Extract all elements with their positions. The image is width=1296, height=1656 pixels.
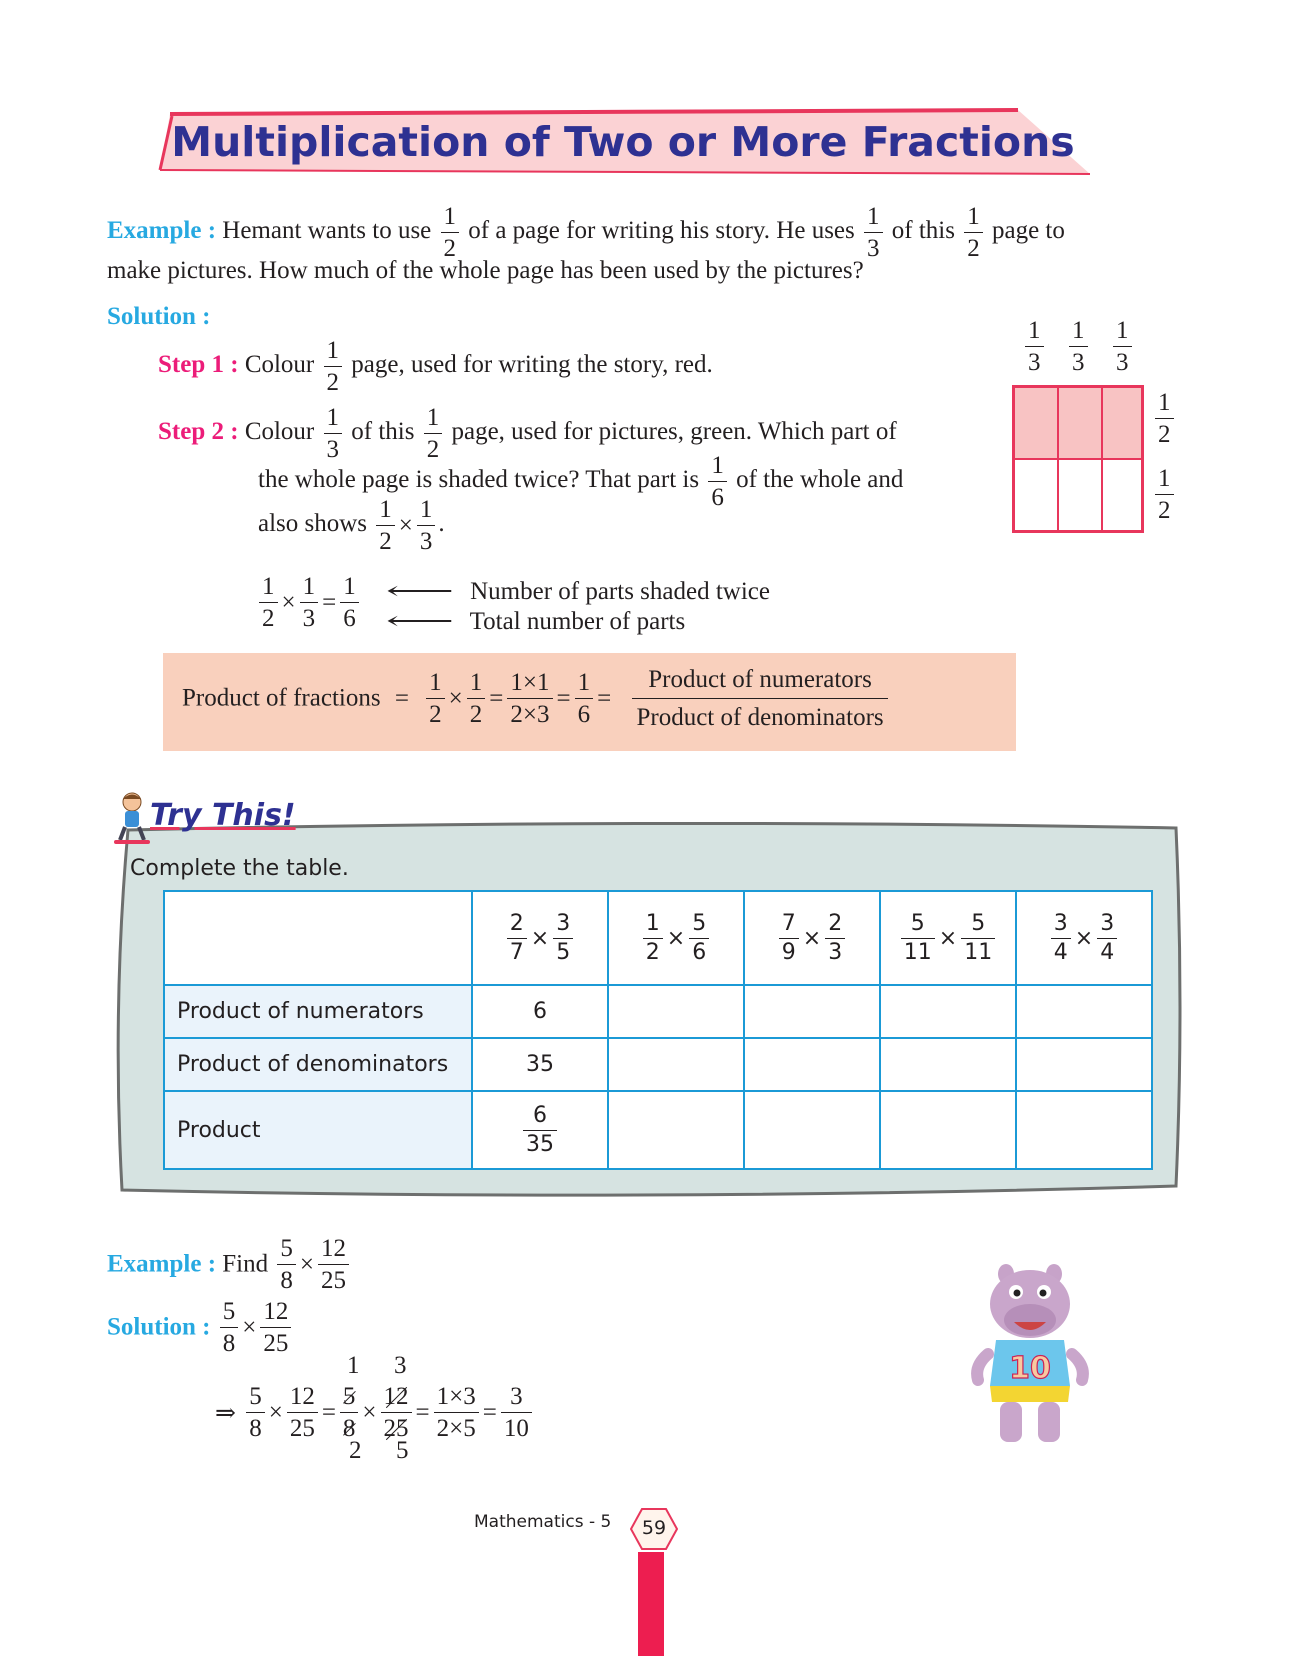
- blank-cell[interactable]: [880, 985, 1016, 1038]
- product-rule: Product of fractions = $\frac{1}{2}$ × $\frac{1}{2}$ = $\frac{1\times 1}{2\times 3}$ = $\frac{1}{6}$ = $\frac{\text{Product of numerators}}{\text{Product of denominators}}$: [182, 667, 891, 730]
- try-this-title: Try This!: [150, 798, 296, 833]
- fraction: $\frac{1}{3}$: [417, 497, 436, 554]
- example1-text: page to: [991, 217, 1065, 245]
- table-cell: $\frac{6}{35}$: [472, 1091, 608, 1169]
- mascot-number: 10: [1009, 1351, 1051, 1386]
- hippo-mascot-icon: [970, 1262, 1090, 1450]
- cancel-bottom-5: 5: [396, 1437, 409, 1464]
- fraction: $\frac{1}{2}$: [424, 405, 443, 462]
- column-header: $\frac{1}{2}$ × $\frac{5}{6}$: [608, 891, 744, 985]
- fraction-diagram: [1012, 385, 1144, 533]
- column-header: $\frac{2}{7}$ × $\frac{3}{5}$: [472, 891, 608, 985]
- product-rule-label: Product of fractions: [182, 684, 381, 712]
- example2: Example : Find $\frac{5}{8}$ × $\frac{12}{25}$: [107, 1236, 352, 1293]
- empty-cell: [1014, 459, 1058, 531]
- row-label-2: $\frac{1}{2}$: [1152, 466, 1177, 523]
- blank-cell[interactable]: [1016, 1038, 1152, 1091]
- col-label-3: $\frac{1}{3}$: [1110, 318, 1135, 375]
- fraction: $\frac{1}{2}$: [324, 338, 343, 395]
- cancel-top-1: 1: [347, 1352, 360, 1379]
- example1-line1: [107, 204, 1287, 261]
- row-label: Product of denominators: [164, 1038, 472, 1091]
- blank-cell[interactable]: [880, 1038, 1016, 1091]
- blank-cell[interactable]: [880, 1091, 1016, 1169]
- blank-cell[interactable]: [744, 985, 880, 1038]
- fraction: $\frac{1}{2}$: [964, 204, 983, 261]
- step1: [158, 338, 713, 395]
- fraction: $\frac{1}{6}$: [708, 453, 727, 510]
- product-table: [163, 890, 1153, 1170]
- try-this-instruction: Complete the table.: [130, 856, 349, 881]
- fraction: $\frac{1}{2}$: [376, 497, 395, 554]
- left-arrow-icon: ⟵: [385, 578, 454, 605]
- note-denominator: ⟵ Total number of parts: [385, 608, 686, 635]
- step2-line3: also shows $\frac{1}{2}$ × $\frac{1}{3}$ .: [258, 496, 445, 555]
- equation-1-6: $\frac{1}{2}$ × $\frac{1}{3}$ = $\frac{1}{6}$: [256, 574, 362, 631]
- table-cell: 6: [472, 985, 608, 1038]
- col-label-2: $\frac{1}{3}$: [1066, 318, 1091, 375]
- table-row: [164, 1038, 1152, 1091]
- fraction: $\frac{1}{3}$: [864, 204, 883, 261]
- blank-cell[interactable]: [744, 1091, 880, 1169]
- left-arrow-icon: ⟵: [385, 608, 454, 635]
- solution2-steps: ⇒ $\frac{5}{8}$ × $\frac{12}{25}$ = $\frac{5}{8}$ × $\frac{12}{25}$ = $\frac{1\times 3}{2\times 5}$ = $\frac{3}{10}$: [214, 1384, 535, 1441]
- column-header: $\frac{7}{9}$ × $\frac{2}{3}$: [744, 891, 880, 985]
- step2-label: Step 2 :: [158, 418, 239, 446]
- step1-label: Step 1 :: [158, 351, 239, 379]
- row-label: Product: [164, 1091, 472, 1169]
- page-number-text: 59: [641, 1517, 667, 1539]
- page-title: Multiplication of Two or More Fractions: [171, 118, 1075, 166]
- blank-cell[interactable]: [608, 1091, 744, 1169]
- step2-text: the whole page is shaded twice? That part is: [258, 466, 700, 494]
- title-banner: [156, 108, 1090, 176]
- fraction: $\frac{1}{2}$: [441, 204, 460, 261]
- shaded-cell: [1058, 387, 1102, 459]
- cancel-bottom-2: 2: [349, 1437, 362, 1464]
- blank-cell[interactable]: [744, 1038, 880, 1091]
- shaded-cell: [1102, 387, 1142, 459]
- step2-text: of the whole and: [736, 466, 904, 494]
- table-row: [164, 985, 1152, 1038]
- page-number: [630, 1508, 678, 1550]
- boy-skateboard-icon: [112, 790, 152, 850]
- column-header: $\frac{5}{11}$ × $\frac{5}{11}$: [880, 891, 1016, 985]
- step2-text: page, used for pictures, green. Which part of: [451, 418, 897, 446]
- step2-text: of this: [351, 418, 415, 446]
- empty-cell: [1102, 459, 1142, 531]
- table-cell: 35: [472, 1038, 608, 1091]
- solution-label: Solution :: [107, 303, 211, 330]
- solution2-label: Solution :: [107, 1313, 211, 1341]
- row-label-1: $\frac{1}{2}$: [1152, 390, 1177, 447]
- example1-label: Example :: [107, 217, 217, 245]
- blank-cell[interactable]: [608, 1038, 744, 1091]
- blank-cell[interactable]: [1016, 1091, 1152, 1169]
- step2-text: also shows: [258, 510, 368, 538]
- fraction: $\frac{1}{3}$: [324, 405, 343, 462]
- shaded-cell: [1014, 387, 1058, 459]
- solution2: Solution : $\frac{5}{8}$ × $\frac{12}{25}$: [107, 1299, 294, 1356]
- row-label: Product of numerators: [164, 985, 472, 1038]
- step1-text: page, used for writing the story, red.: [351, 351, 713, 379]
- blank-cell[interactable]: [608, 985, 744, 1038]
- example1-text: of this: [891, 217, 955, 245]
- implies-icon: ⇒: [215, 1399, 236, 1427]
- column-header: $\frac{3}{4}$ × $\frac{3}{4}$: [1016, 891, 1152, 985]
- blank-cell[interactable]: [1016, 985, 1152, 1038]
- example2-label: Example :: [107, 1250, 217, 1278]
- bottom-color-bar: [638, 1552, 664, 1656]
- table-header-row: [164, 891, 1152, 985]
- table-row: [164, 1091, 1152, 1169]
- note-numerator: ⟵ Number of parts shaded twice: [385, 578, 770, 605]
- product-rule-fraction: $\frac{\text{Product of numerators}}{\text{Product of denominators}}$: [632, 667, 887, 730]
- step1-text: Colour: [244, 351, 315, 379]
- example1-text: Hemant wants to use: [222, 217, 432, 245]
- empty-cell: [1058, 459, 1102, 531]
- example1-line2: make pictures. How much of the whole page has been used by the pictures?: [107, 257, 864, 284]
- example1-text: of a page for writing his story. He uses: [468, 217, 855, 245]
- cancelled-fraction: $\frac{5}{8}$: [340, 1384, 359, 1441]
- cancel-top-3: 3: [394, 1352, 407, 1379]
- col-label-1: $\frac{1}{3}$: [1022, 318, 1047, 375]
- footer-label: Mathematics - 5: [474, 1512, 612, 1532]
- step2-text: Colour: [244, 418, 315, 446]
- cancelled-fraction: $\frac{12}{25}$: [381, 1384, 412, 1441]
- header-empty-cell: [164, 891, 472, 985]
